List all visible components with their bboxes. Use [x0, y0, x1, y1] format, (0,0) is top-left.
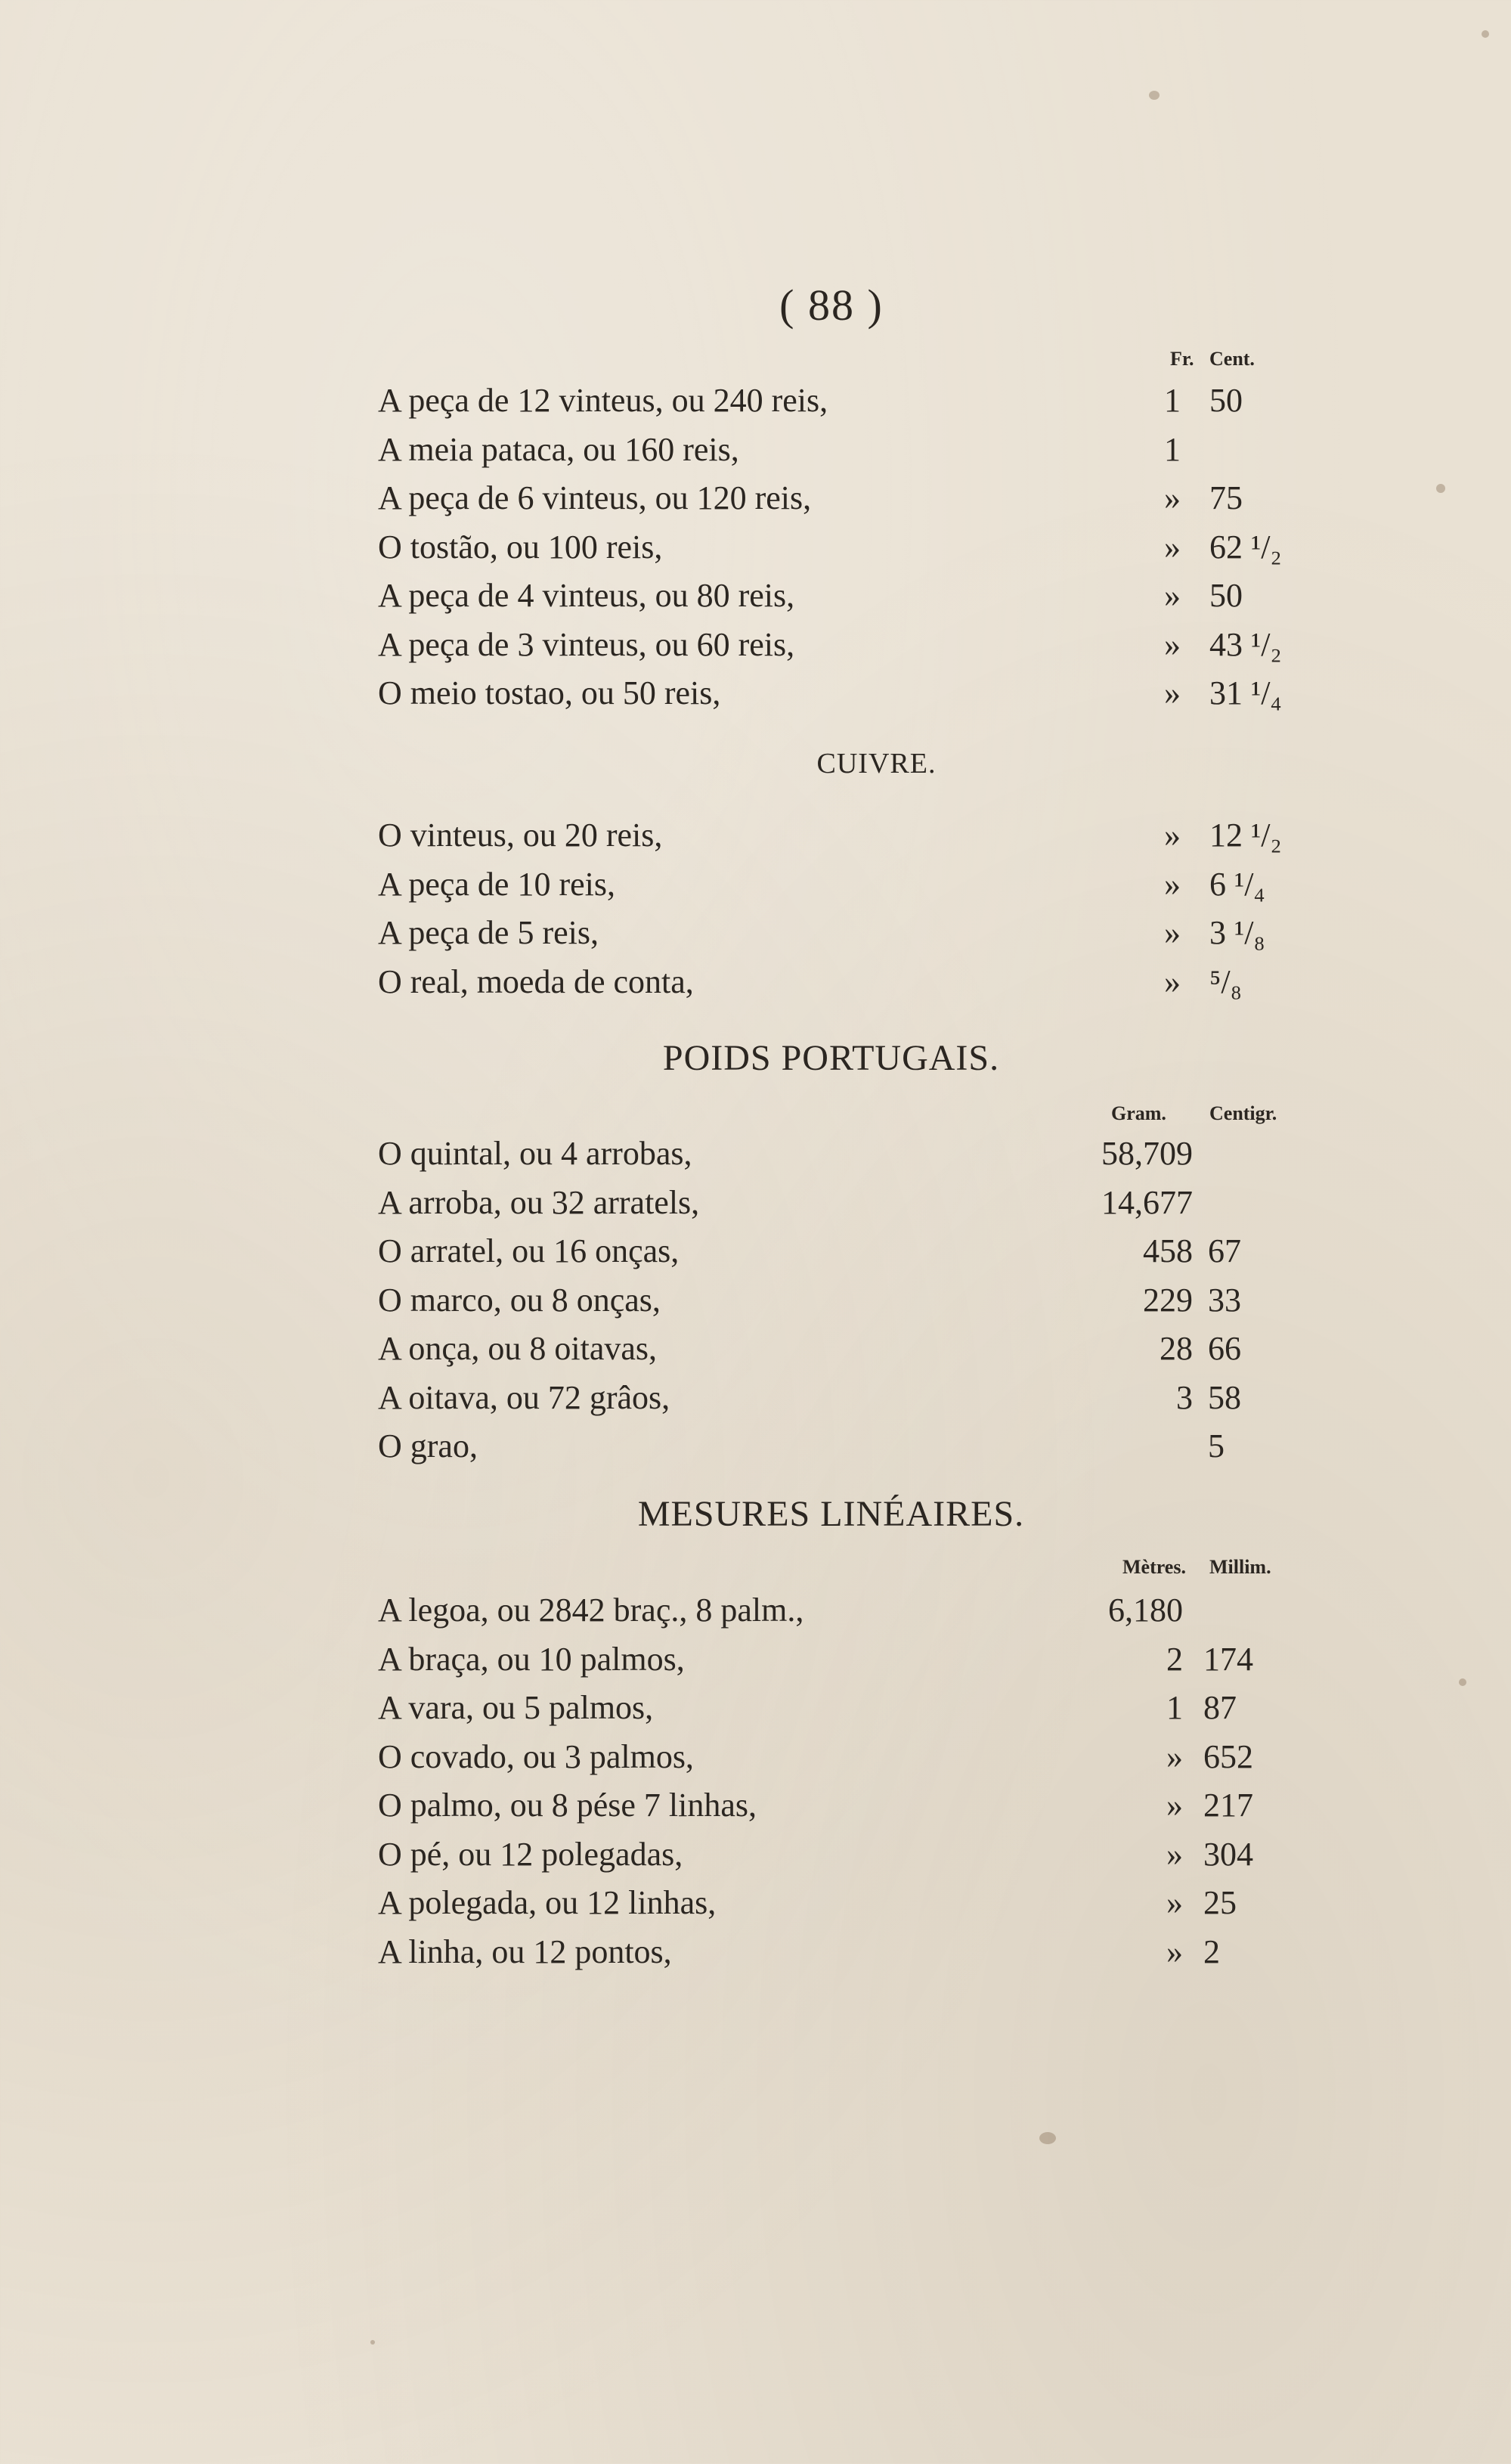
section-title: POIDS PORTUGAIS. — [662, 1038, 1000, 1078]
table-row — [378, 1879, 1323, 1927]
table-row — [378, 1635, 1323, 1684]
row-value-minor: 43 ¹/₂ — [1209, 625, 1282, 663]
row-value-minor: 3 ¹/₈ — [1209, 914, 1265, 951]
row-label: O quintal, ou 4 arrobas, — [378, 1135, 692, 1172]
foxing-spot — [1482, 30, 1489, 38]
row-value-major: » — [1166, 1737, 1183, 1775]
row-value-major: 1 — [1164, 430, 1181, 468]
row-value-major: » — [1164, 479, 1181, 516]
row-value-major: » — [1166, 1884, 1183, 1921]
row-value-major: » — [1166, 1787, 1183, 1824]
table-row — [378, 1928, 1323, 1976]
row-value-major: » — [1166, 1835, 1183, 1873]
column-unit-header: Mètres. — [1122, 1556, 1186, 1578]
row-value-minor: ⁵/₈ — [1209, 962, 1242, 1000]
row-label: O vinteus, ou 20 reis, — [378, 817, 663, 854]
row-value-major: » — [1164, 577, 1181, 614]
row-value-major: 14,677 — [1101, 1183, 1193, 1221]
row-label: A legoa, ou 2842 braç., 8 palm., — [378, 1592, 804, 1629]
row-value-minor: 33 — [1208, 1281, 1241, 1319]
table-row — [378, 1586, 1323, 1635]
foxing-spot — [1459, 1678, 1466, 1686]
table-row — [378, 1733, 1323, 1781]
row-value-major: 2 — [1166, 1640, 1183, 1678]
foxing-spot — [370, 2340, 375, 2345]
row-value-minor: 58 — [1208, 1378, 1241, 1416]
row-value-minor: 5 — [1208, 1427, 1225, 1464]
table-row — [378, 1422, 1323, 1471]
table-row — [378, 811, 1323, 860]
row-label: O real, moeda de conta, — [378, 962, 694, 1000]
row-value-minor: 31 ¹/₄ — [1209, 674, 1282, 711]
row-label: A meia pataca, ou 160 reis, — [378, 430, 739, 468]
column-unit-header: Fr. — [1170, 348, 1194, 370]
row-value-minor: 12 ¹/₂ — [1209, 817, 1282, 854]
row-label: O marco, ou 8 onças, — [378, 1281, 661, 1319]
row-value-major: » — [1164, 914, 1181, 951]
row-value-major: » — [1166, 1932, 1183, 1970]
table-row — [378, 1830, 1323, 1879]
column-unit-header: Cent. — [1209, 348, 1255, 370]
column-unit-header: Centigr. — [1209, 1102, 1277, 1124]
table-row — [378, 1684, 1323, 1732]
row-label: O tostão, ou 100 reis, — [378, 528, 663, 566]
row-value-major: 3 — [1176, 1378, 1193, 1416]
table-row — [378, 1130, 1323, 1178]
table-row — [378, 1227, 1323, 1275]
row-value-major: » — [1164, 528, 1181, 566]
row-label: O covado, ou 3 palmos, — [378, 1737, 694, 1775]
row-value-major: 1 — [1164, 382, 1181, 419]
table-row — [378, 572, 1323, 620]
row-value-minor: 6 ¹/₄ — [1209, 865, 1265, 903]
row-value-minor: 652 — [1203, 1737, 1253, 1775]
table-row — [378, 909, 1323, 957]
row-value-major: » — [1164, 625, 1181, 663]
row-label: A polegada, ou 12 linhas, — [378, 1884, 717, 1921]
table-row — [378, 860, 1323, 909]
table-row — [378, 958, 1323, 1006]
table-row — [378, 1325, 1323, 1373]
table-row — [378, 669, 1323, 718]
row-value-minor: 50 — [1209, 577, 1243, 614]
row-value-minor: 67 — [1208, 1232, 1241, 1269]
row-value-major: » — [1164, 865, 1181, 903]
row-label: A braça, ou 10 palmos, — [378, 1640, 685, 1678]
row-value-major: » — [1164, 674, 1181, 711]
row-label: A peça de 4 vinteus, ou 80 reis, — [378, 577, 795, 614]
row-value-minor: 62 ¹/₂ — [1209, 528, 1282, 566]
row-label: A onça, ou 8 oitavas, — [378, 1330, 658, 1367]
row-value-minor: 304 — [1203, 1835, 1253, 1873]
foxing-spot — [1149, 91, 1160, 100]
row-value-minor: 174 — [1203, 1640, 1253, 1678]
row-label: A peça de 5 reis, — [378, 914, 599, 951]
table-row — [378, 1179, 1323, 1227]
row-value-major: 58,709 — [1101, 1135, 1193, 1172]
page-number: ( 88 ) — [779, 280, 884, 330]
row-label: A peça de 6 vinteus, ou 120 reis, — [378, 479, 812, 516]
row-label: A peça de 12 vinteus, ou 240 reis, — [378, 382, 828, 419]
row-value-major: » — [1164, 817, 1181, 854]
row-label: O arratel, ou 16 onças, — [378, 1232, 680, 1269]
table-row — [378, 523, 1323, 572]
row-value-major: 1 — [1166, 1689, 1183, 1726]
row-label: O pé, ou 12 polegadas, — [378, 1835, 683, 1873]
row-label: O grao, — [378, 1427, 478, 1464]
table-row — [378, 621, 1323, 669]
table-row — [378, 1781, 1323, 1830]
row-value-major: 458 — [1143, 1232, 1193, 1269]
table-row — [378, 377, 1323, 425]
row-label: A arroba, ou 32 arratels, — [378, 1183, 700, 1221]
row-label: A peça de 3 vinteus, ou 60 reis, — [378, 625, 795, 663]
section-title: CUIVRE. — [816, 748, 937, 779]
row-label: O meio tostao, ou 50 reis, — [378, 674, 721, 711]
row-value-major: 229 — [1143, 1281, 1193, 1319]
row-value-minor: 217 — [1203, 1787, 1253, 1824]
row-value-minor: 50 — [1209, 382, 1243, 419]
column-unit-header: Gram. — [1111, 1102, 1166, 1124]
row-value-minor: 2 — [1203, 1932, 1220, 1970]
row-label: A oitava, ou 72 grâos, — [378, 1378, 670, 1416]
section-title: MESURES LINÉAIRES. — [637, 1494, 1025, 1534]
table-row — [378, 1276, 1323, 1325]
row-value-major: 6,180 — [1108, 1592, 1183, 1629]
row-value-major: » — [1164, 962, 1181, 1000]
column-unit-header: Millim. — [1209, 1556, 1271, 1578]
row-label: A linha, ou 12 pontos, — [378, 1932, 672, 1970]
table-row — [378, 474, 1323, 522]
row-label: O palmo, ou 8 pése 7 linhas, — [378, 1787, 757, 1824]
row-label: A vara, ou 5 palmos, — [378, 1689, 654, 1726]
row-value-minor: 66 — [1208, 1330, 1241, 1367]
foxing-spot — [1436, 484, 1445, 493]
row-value-minor: 75 — [1209, 479, 1243, 516]
row-value-minor: 25 — [1203, 1884, 1237, 1921]
foxing-spot — [1039, 2132, 1056, 2144]
row-value-major: 28 — [1160, 1330, 1193, 1367]
table-row — [378, 1374, 1323, 1422]
row-label: A peça de 10 reis, — [378, 865, 615, 903]
row-value-minor: 87 — [1203, 1689, 1237, 1726]
table-row — [378, 426, 1323, 474]
